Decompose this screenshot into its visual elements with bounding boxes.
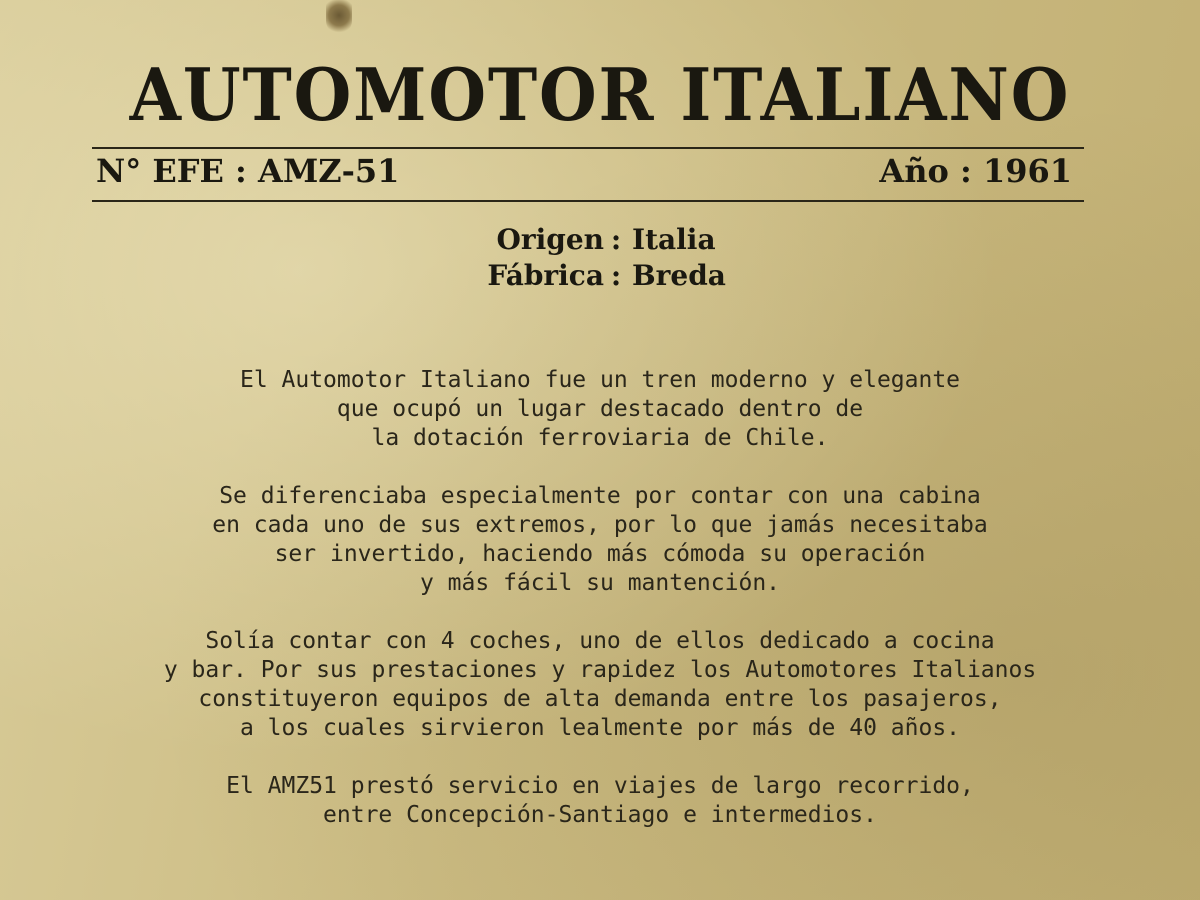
paragraph bbox=[40, 482, 1160, 598]
text-line: entre Concepción-Santiago e intermedios. bbox=[323, 802, 877, 828]
bottom-divider bbox=[92, 200, 1084, 202]
description-text bbox=[40, 366, 1160, 859]
origin-row bbox=[0, 222, 1200, 258]
text-line: Solía contar con 4 coches, uno de ellos dedicado a cocina bbox=[205, 628, 995, 654]
factory-value: Breda bbox=[632, 259, 726, 292]
plaque-title: AUTOMOTOR ITALIANO bbox=[129, 52, 1071, 137]
paragraph bbox=[40, 366, 1160, 453]
text-line: El Automotor Italiano fue un tren moderno y elegante bbox=[239, 367, 961, 393]
origin-factory-block bbox=[0, 222, 1200, 294]
text-line: que ocupó un lugar destacado dentro de bbox=[336, 396, 864, 422]
factory-separator: : bbox=[610, 259, 622, 292]
text-line: la dotación ferroviaria de Chile. bbox=[371, 425, 829, 451]
factory-label: Fábrica bbox=[487, 259, 604, 292]
paragraph bbox=[40, 772, 1160, 830]
year: Año : 1961 bbox=[879, 152, 1072, 190]
text-line: ser invertido, haciendo más cómoda su operación bbox=[274, 541, 926, 567]
text-line: a los cuales sirvieron lealmente por más de 40 años. bbox=[239, 715, 961, 741]
screw-hole-mark bbox=[326, 0, 352, 34]
paragraph bbox=[40, 627, 1160, 743]
factory-row bbox=[0, 258, 1200, 294]
text-line: El AMZ51 prestó servicio en viajes de largo recorrido, bbox=[226, 773, 974, 799]
text-line: en cada uno de sus extremos, por lo que jamás necesitaba bbox=[212, 512, 988, 538]
efe-number: N° EFE : AMZ-51 bbox=[96, 152, 400, 190]
text-line: y bar. Por sus prestaciones y rapidez los Automotores Italianos bbox=[163, 657, 1037, 683]
origin-value: Italia bbox=[632, 223, 716, 256]
text-line: y más fácil su mantención. bbox=[419, 570, 781, 596]
origin-label: Origen bbox=[496, 223, 604, 256]
text-line: Se diferenciaba especialmente por contar con una cabina bbox=[219, 483, 981, 509]
text-line: constituyeron equipos de alta demanda entre los pasajeros, bbox=[198, 686, 1002, 712]
origin-separator: : bbox=[610, 223, 622, 256]
top-divider bbox=[92, 147, 1084, 149]
